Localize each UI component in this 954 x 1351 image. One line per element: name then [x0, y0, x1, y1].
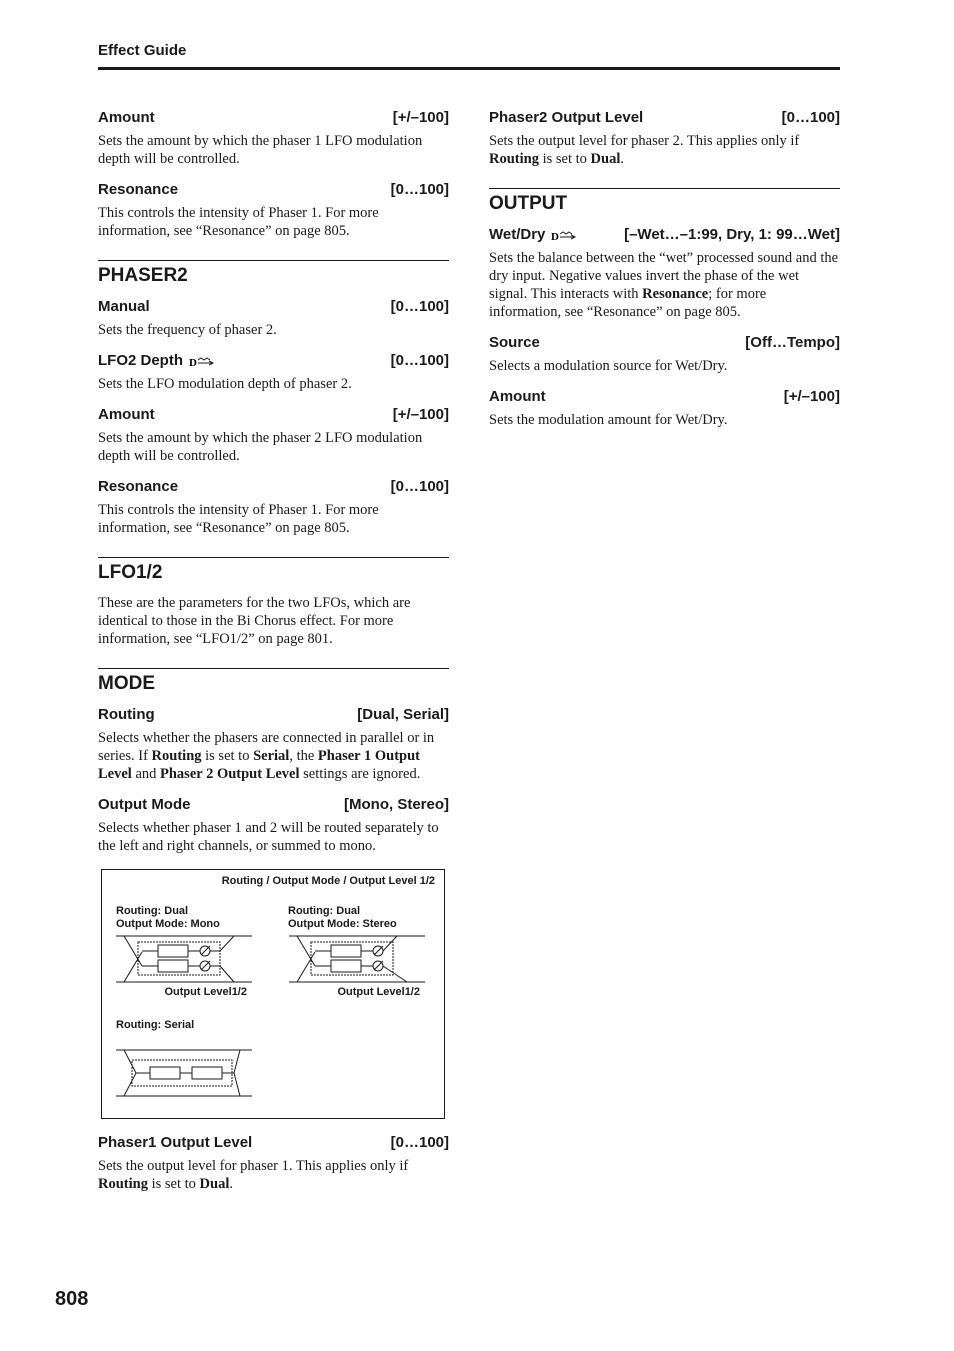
param-name: LFO2 Depth [98, 352, 183, 369]
serial-label-routing: Routing: Serial [116, 1019, 195, 1031]
param-description: Sets the amount by which the phaser 1 LFO modulation depth will be controlled. [98, 133, 423, 167]
param-name: Output Mode [98, 796, 191, 813]
param-description: Sets the balance between the “wet” processed sound and the dry input. Negative values invert the phase of the wet signal. This interacts with Resonance; for more information, see “Resonance” on page 805. [489, 250, 839, 320]
param-description: Sets the LFO modulation depth of phaser 2. [98, 376, 352, 392]
section-description: These are the parameters for the two LFOs, which are identical to those in the Bi Chorus effect. For more information, see “LFO1/2” on page 801. [98, 595, 411, 647]
svg-text:D: D [551, 231, 560, 241]
svg-text:D: D [189, 357, 197, 367]
param-output-mode [98, 795, 449, 815]
routing-diagram [101, 869, 445, 1119]
param-description: Sets the amount by which the phaser 2 LFO modulation depth will be controlled. [98, 430, 423, 464]
param-range: [Dual, Serial] [357, 706, 449, 723]
running-header: Effect Guide [98, 42, 187, 59]
stereo-block-diagram [289, 936, 425, 982]
param-description: Sets the frequency of phaser 2. [98, 322, 277, 338]
mono-label-routing: Routing: Dual [116, 905, 189, 917]
section-title: LFO1/2 [98, 562, 163, 583]
param-amount [489, 387, 840, 407]
param-name: Resonance [98, 181, 179, 198]
param-resonance [98, 180, 449, 200]
mono-label-mode: Output Mode: Mono [116, 918, 220, 930]
param-range: [0…100] [390, 352, 449, 369]
page-number: 808 [55, 1288, 89, 1310]
param-manual [98, 297, 449, 317]
section-mode [98, 668, 449, 1193]
section-lfo [98, 557, 449, 648]
param-name: Routing [98, 706, 155, 723]
param-range: [Mono, Stereo] [344, 796, 449, 813]
param-range: [0…100] [390, 1134, 449, 1151]
param-name: Amount [98, 406, 155, 423]
diagram-title: Routing / Output Mode / Output Level 1/2 [221, 875, 435, 887]
param-range: [0…100] [390, 478, 449, 495]
param-wet-dry [489, 225, 840, 245]
routing-diagram-svg [102, 870, 444, 1118]
param-name: Phaser1 Output Level [98, 1134, 253, 1151]
param-description: This controls the intensity of Phaser 1. For more information, see “Resonance” on page 805. [98, 205, 379, 239]
param-lfo2-depth [98, 351, 449, 371]
param-range: [Off…Tempo] [745, 334, 840, 351]
serial-block-diagram [116, 1050, 252, 1096]
section-title: PHASER2 [98, 265, 188, 286]
param-name: Phaser2 Output Level [489, 109, 644, 126]
mono-output-label: Output Level1/2 [164, 986, 247, 998]
param-description: Selects whether phaser 1 and 2 will be routed separately to the left and right channels, or summed to mono. [98, 820, 439, 854]
param-description: Sets the output level for phaser 2. This applies only if Routing is set to Dual. [489, 133, 800, 167]
stereo-output-label: Output Level1/2 [337, 986, 420, 998]
param-range: [0…100] [390, 181, 449, 198]
section-title: OUTPUT [489, 193, 568, 214]
param-range: [+/–100] [392, 406, 449, 423]
stereo-label-mode: Output Mode: Stereo [288, 918, 397, 930]
param-name: Manual [98, 298, 150, 315]
section-phaser2 [98, 260, 449, 537]
section-title: MODE [98, 673, 155, 694]
param-range: [0…100] [390, 298, 449, 315]
param-amount [98, 108, 449, 128]
param-range: [+/–100] [392, 109, 449, 126]
param-description: Sets the modulation amount for Wet/Dry. [489, 412, 728, 428]
param-amount [98, 405, 449, 425]
param-name: Wet/Dry [489, 226, 546, 243]
param-name: Amount [489, 388, 546, 405]
param-phaser1-output-level [98, 1133, 449, 1153]
right-column [489, 108, 840, 441]
param-source [489, 333, 840, 353]
left-column [98, 108, 449, 1205]
param-description: Selects a modulation source for Wet/Dry. [489, 358, 728, 374]
param-description: This controls the intensity of Phaser 1. For more information, see “Resonance” on page 805. [98, 502, 379, 536]
param-range: [0…100] [781, 109, 840, 126]
param-description: Sets the output level for phaser 1. This applies only if Routing is set to Dual. [98, 1158, 409, 1192]
param-range: [+/–100] [783, 388, 840, 405]
mono-block-diagram [116, 936, 252, 982]
param-name: Resonance [98, 478, 179, 495]
param-resonance [98, 477, 449, 497]
param-routing [98, 705, 449, 725]
stereo-label-routing: Routing: Dual [288, 905, 361, 917]
section-output [489, 188, 840, 429]
param-phaser2-output-level [489, 108, 840, 128]
dmod-icon [189, 355, 215, 367]
param-name: Amount [98, 109, 155, 126]
param-range: [–Wet…–1:99, Dry, 1: 99…Wet] [624, 226, 840, 243]
param-name: Source [489, 334, 540, 351]
dmod-icon [551, 229, 577, 241]
header-rule [98, 67, 840, 70]
param-description: Selects whether the phasers are connected in parallel or in series. If Routing is set to Serial, the Phaser 1 Output Level and Phaser 2 Output Level settings are ignored. [98, 730, 435, 782]
